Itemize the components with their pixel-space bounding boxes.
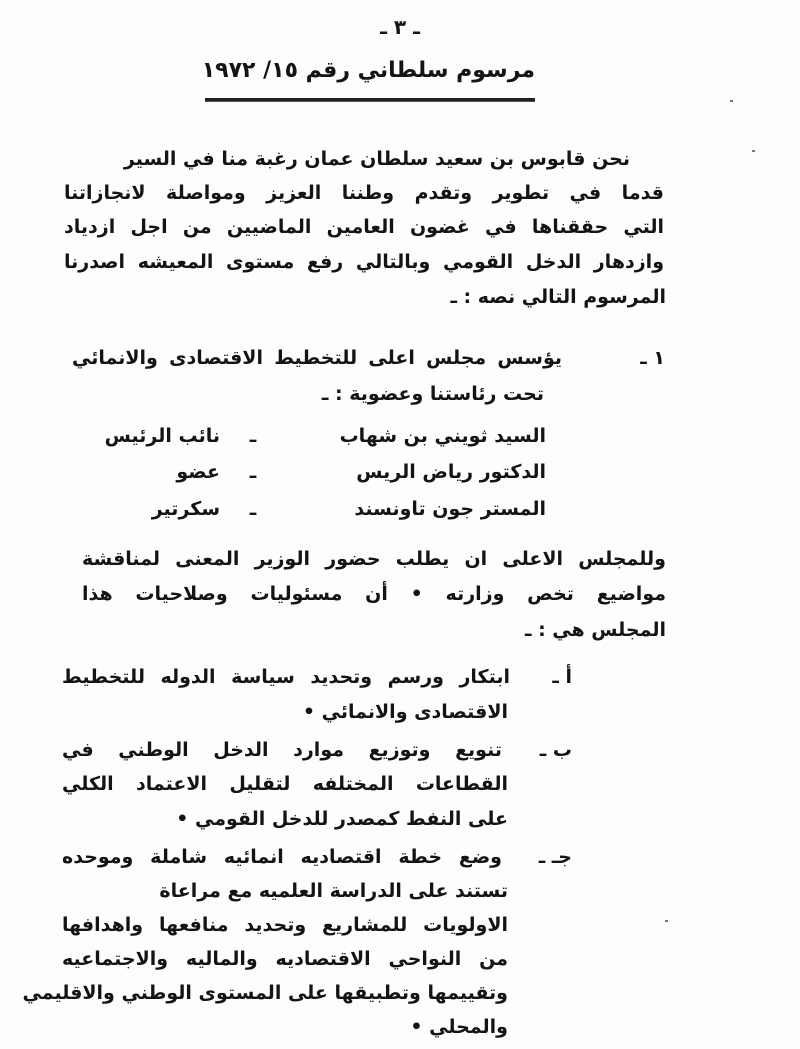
member-dash: ـ xyxy=(249,498,257,520)
preamble-line: وازدهار الدخل القومي وبالتالي رفع مستوى المعيشه اصدرنا xyxy=(64,251,664,273)
member-name: المستر جون تاونسند xyxy=(354,498,546,520)
page-number: ـ ٣ ـ xyxy=(380,15,420,39)
item-line: الاولويات للمشاريع وتحديد منافعها واهدافها xyxy=(62,914,508,936)
article-number: ١ ـ xyxy=(640,347,665,369)
item-line: من النواحي الاقتصاديه والماليه والاجتماعيه xyxy=(62,948,508,970)
council-line: مواضيع تخص وزارته • أن مسئوليات وصلاحيات هذا xyxy=(82,583,666,605)
item-line: الاقتصادى والانمائي • xyxy=(302,701,508,723)
title-underline xyxy=(205,98,535,102)
decree-title: مرسوم سلطاني رقم ١٥/ ١٩٧٢ xyxy=(201,58,535,83)
item-marker: جـ ـ xyxy=(538,846,572,868)
member-role: نائب الرئيس xyxy=(104,425,220,447)
preamble-line: المرسوم التالي نصه : ـ xyxy=(450,286,666,308)
item-line: على النفط كمصدر للدخل القومي • xyxy=(176,808,508,830)
article-line: تحت رئاستنا وعضوية : ـ xyxy=(321,383,544,405)
council-line: وللمجلس الاعلى ان يطلب حضور الوزير المعنى لمناقشة xyxy=(82,548,666,570)
scan-speck xyxy=(665,920,668,922)
preamble-line: نحن قابوس بن سعيد سلطان عمان رغبة منا في السير xyxy=(123,148,630,170)
item-marker: ب ـ xyxy=(539,739,572,761)
scan-speck xyxy=(752,150,755,152)
item-line: وتقييمها وتطبيقها على المستوى الوطني والاقليمي xyxy=(22,982,508,1004)
council-line: المجلس هي : ـ xyxy=(524,619,666,641)
item-line: والمحلي • xyxy=(410,1016,508,1038)
member-dash: ـ xyxy=(249,425,257,447)
item-line: وضع خطة اقتصاديه انمائيه شاملة وموحده xyxy=(62,846,502,868)
item-line: ابتكار ورسم وتحديد سياسة الدوله للتخطيط xyxy=(62,666,510,688)
preamble-line: التي حققناها في غضون العامين الماضيين من اجل ازدياد xyxy=(64,216,664,238)
member-role: سكرتير xyxy=(151,498,220,520)
item-marker: أ ـ xyxy=(552,666,572,688)
member-name: الدكتور رياض الريس xyxy=(356,461,546,483)
scan-speck xyxy=(730,100,733,102)
member-dash: ـ xyxy=(249,461,257,483)
article-line: يؤسس مجلس اعلى للتخطيط الاقتصادى والانمائي xyxy=(72,347,562,369)
preamble-line: قدما في تطوير وتقدم وطننا العزيز ومواصلة لانجازاتنا xyxy=(64,182,664,204)
member-role: عضو xyxy=(176,461,220,483)
item-line: تستند على الدراسة العلميه مع مراعاة xyxy=(159,880,508,902)
item-line: القطاعات المختلفه لتقليل الاعتماد الكلي xyxy=(62,773,508,795)
item-line: تنويع وتوزيع موارد الدخل الوطني في xyxy=(62,739,502,761)
member-name: السيد ثويني بن شهاب xyxy=(339,425,546,447)
